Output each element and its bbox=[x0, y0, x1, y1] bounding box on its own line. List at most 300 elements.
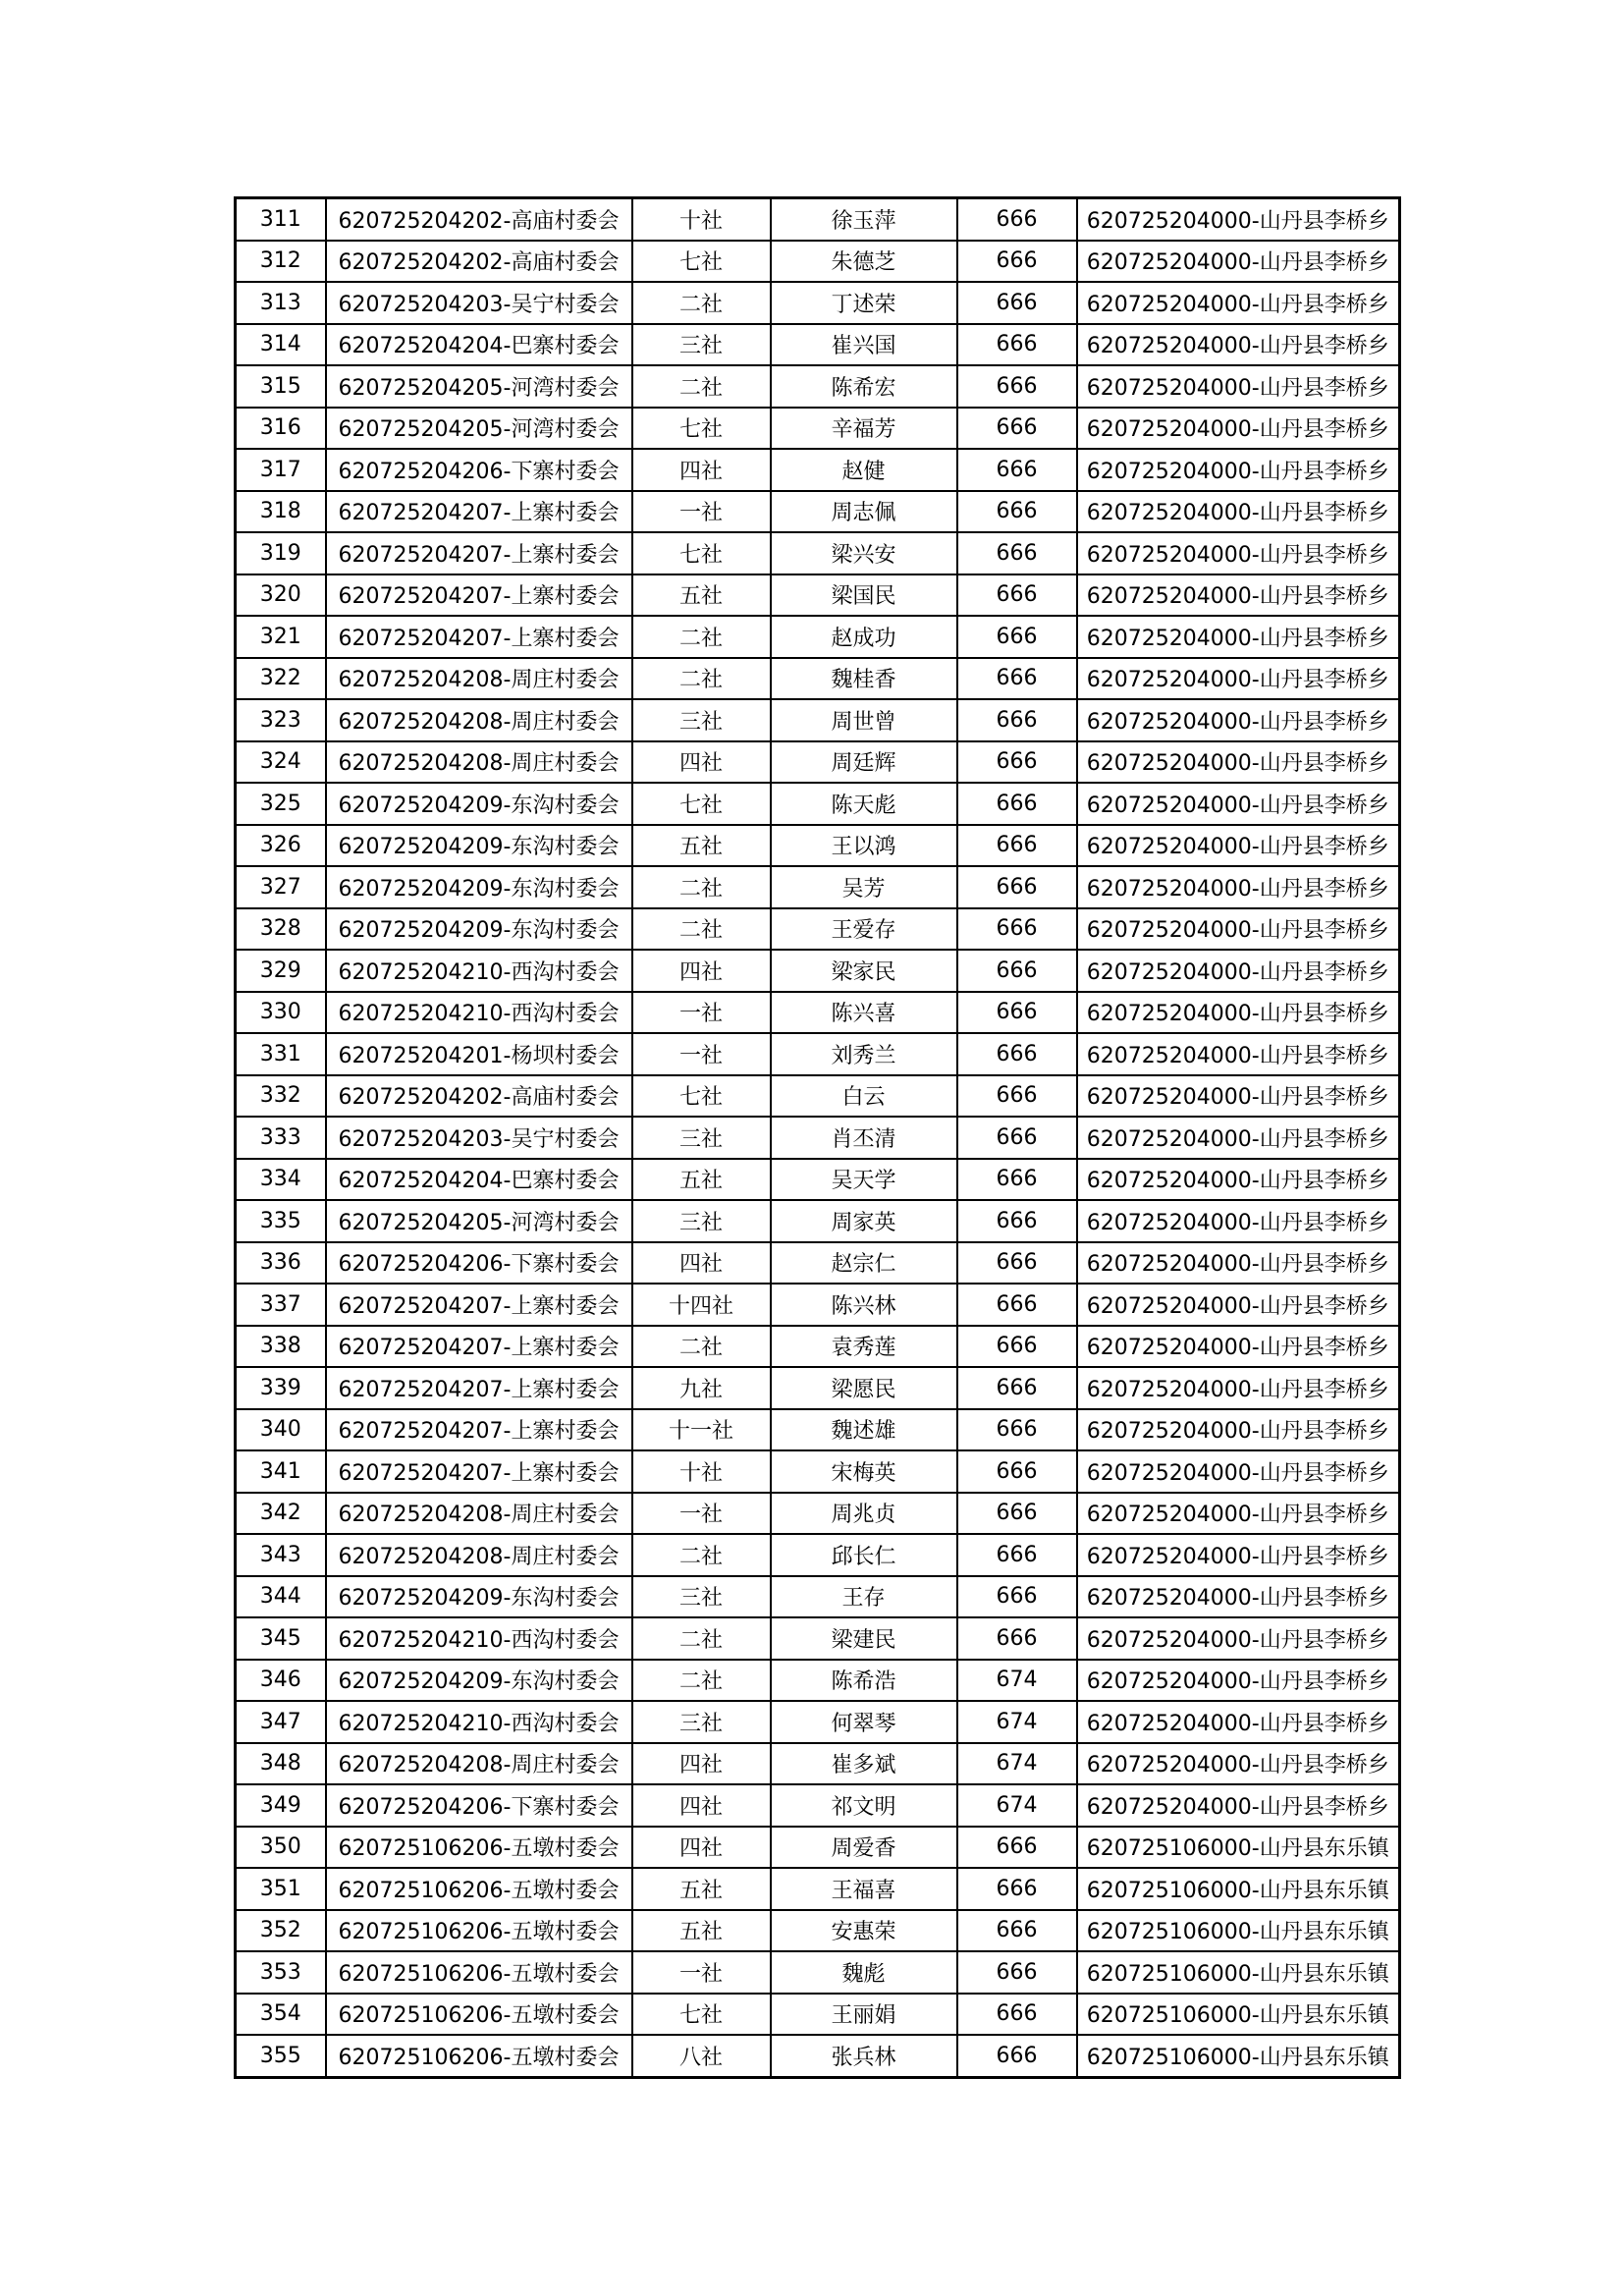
name-cell: 赵宗仁 bbox=[771, 1242, 957, 1285]
row-number-cell: 343 bbox=[236, 1534, 326, 1576]
name-cell: 陈希宏 bbox=[771, 365, 957, 408]
village-committee-cell: 620725204209-东沟村委会 bbox=[326, 908, 632, 951]
row-number-cell: 326 bbox=[236, 825, 326, 867]
village-committee-cell: 620725204203-吴宁村委会 bbox=[326, 1117, 632, 1159]
name-cell: 崔多斌 bbox=[771, 1743, 957, 1785]
amount-cell: 666 bbox=[957, 825, 1077, 867]
name-cell: 陈兴喜 bbox=[771, 992, 957, 1034]
amount-cell: 674 bbox=[957, 1743, 1077, 1785]
village-committee-cell: 620725204210-西沟村委会 bbox=[326, 1617, 632, 1660]
table-row bbox=[236, 658, 1400, 700]
township-cell: 620725106000-山丹县东乐镇 bbox=[1077, 1910, 1400, 1952]
township-cell: 620725204000-山丹县李桥乡 bbox=[1077, 741, 1400, 784]
table-row bbox=[236, 1784, 1400, 1827]
township-cell: 620725204000-山丹县李桥乡 bbox=[1077, 1450, 1400, 1493]
group-cell: 一社 bbox=[632, 1951, 771, 1994]
name-cell: 梁家民 bbox=[771, 950, 957, 992]
name-cell: 袁秀莲 bbox=[771, 1326, 957, 1368]
name-cell: 周志佩 bbox=[771, 491, 957, 533]
amount-cell: 666 bbox=[957, 908, 1077, 951]
group-cell: 三社 bbox=[632, 1701, 771, 1743]
name-cell: 朱德芝 bbox=[771, 241, 957, 283]
row-number-cell: 322 bbox=[236, 658, 326, 700]
village-committee-cell: 620725204209-东沟村委会 bbox=[326, 866, 632, 908]
group-cell: 二社 bbox=[632, 1617, 771, 1660]
amount-cell: 666 bbox=[957, 1534, 1077, 1576]
row-number-cell: 337 bbox=[236, 1284, 326, 1326]
group-cell: 四社 bbox=[632, 1242, 771, 1285]
amount-cell: 674 bbox=[957, 1660, 1077, 1702]
table-row bbox=[236, 1910, 1400, 1952]
township-cell: 620725204000-山丹县李桥乡 bbox=[1077, 532, 1400, 574]
amount-cell: 666 bbox=[957, 1075, 1077, 1118]
table-row bbox=[236, 1033, 1400, 1075]
row-number-cell: 331 bbox=[236, 1033, 326, 1075]
name-cell: 王以鸿 bbox=[771, 825, 957, 867]
amount-cell: 666 bbox=[957, 1159, 1077, 1201]
township-cell: 620725204000-山丹县李桥乡 bbox=[1077, 1409, 1400, 1451]
group-cell: 一社 bbox=[632, 491, 771, 533]
township-cell: 620725204000-山丹县李桥乡 bbox=[1077, 1576, 1400, 1618]
township-cell: 620725204000-山丹县李桥乡 bbox=[1077, 449, 1400, 491]
township-cell: 620725204000-山丹县李桥乡 bbox=[1077, 1701, 1400, 1743]
group-cell: 四社 bbox=[632, 1743, 771, 1785]
name-cell: 崔兴国 bbox=[771, 324, 957, 366]
group-cell: 十社 bbox=[632, 198, 771, 241]
village-committee-cell: 620725204202-高庙村委会 bbox=[326, 241, 632, 283]
village-committee-cell: 620725204204-巴寨村委会 bbox=[326, 1159, 632, 1201]
table-row bbox=[236, 324, 1400, 366]
name-cell: 陈天彪 bbox=[771, 783, 957, 825]
table-row bbox=[236, 449, 1400, 491]
name-cell: 宋梅英 bbox=[771, 1450, 957, 1493]
village-committee-cell: 620725204208-周庄村委会 bbox=[326, 658, 632, 700]
row-number-cell: 319 bbox=[236, 532, 326, 574]
village-committee-cell: 620725106206-五墩村委会 bbox=[326, 2035, 632, 2077]
township-cell: 620725204000-山丹县李桥乡 bbox=[1077, 616, 1400, 658]
township-cell: 620725204000-山丹县李桥乡 bbox=[1077, 1326, 1400, 1368]
amount-cell: 666 bbox=[957, 408, 1077, 450]
table-row bbox=[236, 825, 1400, 867]
village-committee-cell: 620725204210-西沟村委会 bbox=[326, 992, 632, 1034]
name-cell: 周世曾 bbox=[771, 699, 957, 741]
table-row bbox=[236, 365, 1400, 408]
village-committee-cell: 620725204206-下寨村委会 bbox=[326, 1784, 632, 1827]
table-row bbox=[236, 282, 1400, 324]
village-committee-cell: 620725204207-上寨村委会 bbox=[326, 532, 632, 574]
township-cell: 620725204000-山丹县李桥乡 bbox=[1077, 1284, 1400, 1326]
name-cell: 周兆贞 bbox=[771, 1493, 957, 1535]
group-cell: 十一社 bbox=[632, 1409, 771, 1451]
village-committee-cell: 620725204205-河湾村委会 bbox=[326, 365, 632, 408]
village-committee-cell: 620725204201-杨坝村委会 bbox=[326, 1033, 632, 1075]
amount-cell: 666 bbox=[957, 1200, 1077, 1242]
township-cell: 620725204000-山丹县李桥乡 bbox=[1077, 1660, 1400, 1702]
table-row bbox=[236, 408, 1400, 450]
township-cell: 620725204000-山丹县李桥乡 bbox=[1077, 1242, 1400, 1285]
township-cell: 620725204000-山丹县李桥乡 bbox=[1077, 908, 1400, 951]
village-committee-cell: 620725204202-高庙村委会 bbox=[326, 198, 632, 241]
name-cell: 陈希浩 bbox=[771, 1660, 957, 1702]
township-cell: 620725204000-山丹县李桥乡 bbox=[1077, 1493, 1400, 1535]
township-cell: 620725204000-山丹县李桥乡 bbox=[1077, 1617, 1400, 1660]
row-number-cell: 341 bbox=[236, 1450, 326, 1493]
amount-cell: 666 bbox=[957, 783, 1077, 825]
township-cell: 620725204000-山丹县李桥乡 bbox=[1077, 658, 1400, 700]
group-cell: 七社 bbox=[632, 241, 771, 283]
amount-cell: 666 bbox=[957, 658, 1077, 700]
name-cell: 徐玉萍 bbox=[771, 198, 957, 241]
group-cell: 七社 bbox=[632, 408, 771, 450]
group-cell: 五社 bbox=[632, 574, 771, 617]
table-row bbox=[236, 1617, 1400, 1660]
village-committee-cell: 620725204206-下寨村委会 bbox=[326, 449, 632, 491]
group-cell: 三社 bbox=[632, 1117, 771, 1159]
name-cell: 何翠琴 bbox=[771, 1701, 957, 1743]
township-cell: 620725204000-山丹县李桥乡 bbox=[1077, 866, 1400, 908]
row-number-cell: 345 bbox=[236, 1617, 326, 1660]
village-committee-cell: 620725204203-吴宁村委会 bbox=[326, 282, 632, 324]
table-row bbox=[236, 1242, 1400, 1285]
name-cell: 辛福芳 bbox=[771, 408, 957, 450]
table-row bbox=[236, 1200, 1400, 1242]
township-cell: 620725204000-山丹县李桥乡 bbox=[1077, 1033, 1400, 1075]
name-cell: 王爱存 bbox=[771, 908, 957, 951]
township-cell: 620725204000-山丹县李桥乡 bbox=[1077, 1367, 1400, 1409]
group-cell: 二社 bbox=[632, 908, 771, 951]
amount-cell: 666 bbox=[957, 1284, 1077, 1326]
group-cell: 七社 bbox=[632, 1994, 771, 2036]
group-cell: 九社 bbox=[632, 1367, 771, 1409]
name-cell: 魏彪 bbox=[771, 1951, 957, 1994]
group-cell: 五社 bbox=[632, 1910, 771, 1952]
amount-cell: 666 bbox=[957, 491, 1077, 533]
row-number-cell: 332 bbox=[236, 1075, 326, 1118]
row-number-cell: 327 bbox=[236, 866, 326, 908]
row-number-cell: 318 bbox=[236, 491, 326, 533]
row-number-cell: 351 bbox=[236, 1868, 326, 1910]
table-row bbox=[236, 616, 1400, 658]
amount-cell: 666 bbox=[957, 616, 1077, 658]
group-cell: 十社 bbox=[632, 1450, 771, 1493]
village-committee-cell: 620725204205-河湾村委会 bbox=[326, 1200, 632, 1242]
township-cell: 620725204000-山丹县李桥乡 bbox=[1077, 574, 1400, 617]
village-committee-cell: 620725204207-上寨村委会 bbox=[326, 1367, 632, 1409]
amount-cell: 666 bbox=[957, 1576, 1077, 1618]
amount-cell: 674 bbox=[957, 1701, 1077, 1743]
name-cell: 魏述雄 bbox=[771, 1409, 957, 1451]
amount-cell: 666 bbox=[957, 1450, 1077, 1493]
group-cell: 二社 bbox=[632, 866, 771, 908]
table-row bbox=[236, 1075, 1400, 1118]
row-number-cell: 316 bbox=[236, 408, 326, 450]
row-number-cell: 330 bbox=[236, 992, 326, 1034]
amount-cell: 666 bbox=[957, 324, 1077, 366]
group-cell: 二社 bbox=[632, 1534, 771, 1576]
township-cell: 620725204000-山丹县李桥乡 bbox=[1077, 1784, 1400, 1827]
name-cell: 祁文明 bbox=[771, 1784, 957, 1827]
row-number-cell: 354 bbox=[236, 1994, 326, 2036]
name-cell: 王丽娟 bbox=[771, 1994, 957, 2036]
row-number-cell: 312 bbox=[236, 241, 326, 283]
village-committee-cell: 620725204210-西沟村委会 bbox=[326, 1701, 632, 1743]
table-row bbox=[236, 491, 1400, 533]
amount-cell: 666 bbox=[957, 992, 1077, 1034]
group-cell: 七社 bbox=[632, 1075, 771, 1118]
amount-cell: 666 bbox=[957, 1493, 1077, 1535]
table-row bbox=[236, 1326, 1400, 1368]
township-cell: 620725106000-山丹县东乐镇 bbox=[1077, 1951, 1400, 1994]
amount-cell: 666 bbox=[957, 1617, 1077, 1660]
village-committee-cell: 620725204207-上寨村委会 bbox=[326, 1284, 632, 1326]
amount-cell: 666 bbox=[957, 950, 1077, 992]
amount-cell: 666 bbox=[957, 866, 1077, 908]
name-cell: 周家英 bbox=[771, 1200, 957, 1242]
amount-cell: 666 bbox=[957, 532, 1077, 574]
name-cell: 周廷辉 bbox=[771, 741, 957, 784]
township-cell: 620725204000-山丹县李桥乡 bbox=[1077, 1534, 1400, 1576]
row-number-cell: 313 bbox=[236, 282, 326, 324]
table-row bbox=[236, 241, 1400, 283]
amount-cell: 666 bbox=[957, 365, 1077, 408]
row-number-cell: 348 bbox=[236, 1743, 326, 1785]
table-row bbox=[236, 2035, 1400, 2077]
group-cell: 四社 bbox=[632, 950, 771, 992]
group-cell: 三社 bbox=[632, 324, 771, 366]
township-cell: 620725204000-山丹县李桥乡 bbox=[1077, 1743, 1400, 1785]
group-cell: 二社 bbox=[632, 365, 771, 408]
row-number-cell: 320 bbox=[236, 574, 326, 617]
village-committee-cell: 620725106206-五墩村委会 bbox=[326, 1910, 632, 1952]
village-committee-cell: 620725204207-上寨村委会 bbox=[326, 491, 632, 533]
table-row bbox=[236, 1534, 1400, 1576]
township-cell: 620725106000-山丹县东乐镇 bbox=[1077, 1994, 1400, 2036]
amount-cell: 666 bbox=[957, 1994, 1077, 2036]
row-number-cell: 335 bbox=[236, 1200, 326, 1242]
group-cell: 二社 bbox=[632, 282, 771, 324]
group-cell: 一社 bbox=[632, 1493, 771, 1535]
row-number-cell: 333 bbox=[236, 1117, 326, 1159]
amount-cell: 666 bbox=[957, 241, 1077, 283]
row-number-cell: 311 bbox=[236, 198, 326, 241]
row-number-cell: 314 bbox=[236, 324, 326, 366]
table-row bbox=[236, 866, 1400, 908]
row-number-cell: 336 bbox=[236, 1242, 326, 1285]
row-number-cell: 347 bbox=[236, 1701, 326, 1743]
name-cell: 王存 bbox=[771, 1576, 957, 1618]
village-committee-cell: 620725204204-巴寨村委会 bbox=[326, 324, 632, 366]
name-cell: 梁兴安 bbox=[771, 532, 957, 574]
group-cell: 三社 bbox=[632, 699, 771, 741]
township-cell: 620725204000-山丹县李桥乡 bbox=[1077, 783, 1400, 825]
amount-cell: 666 bbox=[957, 741, 1077, 784]
group-cell: 二社 bbox=[632, 658, 771, 700]
group-cell: 七社 bbox=[632, 783, 771, 825]
name-cell: 白云 bbox=[771, 1075, 957, 1118]
group-cell: 五社 bbox=[632, 1868, 771, 1910]
amount-cell: 666 bbox=[957, 1910, 1077, 1952]
group-cell: 一社 bbox=[632, 992, 771, 1034]
group-cell: 二社 bbox=[632, 1660, 771, 1702]
village-committee-cell: 620725106206-五墩村委会 bbox=[326, 1994, 632, 2036]
row-number-cell: 339 bbox=[236, 1367, 326, 1409]
name-cell: 梁建民 bbox=[771, 1617, 957, 1660]
table-row bbox=[236, 1367, 1400, 1409]
village-committee-cell: 620725204206-下寨村委会 bbox=[326, 1242, 632, 1285]
village-committee-cell: 620725204209-东沟村委会 bbox=[326, 1576, 632, 1618]
row-number-cell: 321 bbox=[236, 616, 326, 658]
township-cell: 620725204000-山丹县李桥乡 bbox=[1077, 1200, 1400, 1242]
name-cell: 王福喜 bbox=[771, 1868, 957, 1910]
village-committee-cell: 620725204207-上寨村委会 bbox=[326, 616, 632, 658]
row-number-cell: 355 bbox=[236, 2035, 326, 2077]
amount-cell: 666 bbox=[957, 282, 1077, 324]
village-committee-cell: 620725204202-高庙村委会 bbox=[326, 1075, 632, 1118]
amount-cell: 666 bbox=[957, 1367, 1077, 1409]
village-committee-cell: 620725204208-周庄村委会 bbox=[326, 1534, 632, 1576]
name-cell: 陈兴林 bbox=[771, 1284, 957, 1326]
name-cell: 吴芳 bbox=[771, 866, 957, 908]
township-cell: 620725204000-山丹县李桥乡 bbox=[1077, 198, 1400, 241]
row-number-cell: 334 bbox=[236, 1159, 326, 1201]
name-cell: 赵健 bbox=[771, 449, 957, 491]
table-row bbox=[236, 532, 1400, 574]
township-cell: 620725204000-山丹县李桥乡 bbox=[1077, 324, 1400, 366]
township-cell: 620725204000-山丹县李桥乡 bbox=[1077, 241, 1400, 283]
table-row bbox=[236, 1284, 1400, 1326]
name-cell: 周爱香 bbox=[771, 1827, 957, 1869]
township-cell: 620725204000-山丹县李桥乡 bbox=[1077, 825, 1400, 867]
table-row bbox=[236, 1743, 1400, 1785]
row-number-cell: 346 bbox=[236, 1660, 326, 1702]
table-row bbox=[236, 1701, 1400, 1743]
row-number-cell: 340 bbox=[236, 1409, 326, 1451]
name-cell: 刘秀兰 bbox=[771, 1033, 957, 1075]
row-number-cell: 325 bbox=[236, 783, 326, 825]
row-number-cell: 329 bbox=[236, 950, 326, 992]
village-committee-cell: 620725204207-上寨村委会 bbox=[326, 574, 632, 617]
village-committee-cell: 620725204209-东沟村委会 bbox=[326, 1660, 632, 1702]
row-number-cell: 338 bbox=[236, 1326, 326, 1368]
village-committee-cell: 620725204208-周庄村委会 bbox=[326, 1743, 632, 1785]
group-cell: 四社 bbox=[632, 741, 771, 784]
amount-cell: 666 bbox=[957, 1242, 1077, 1285]
table-row bbox=[236, 574, 1400, 617]
roster-table-body bbox=[236, 198, 1400, 2078]
township-cell: 620725204000-山丹县李桥乡 bbox=[1077, 699, 1400, 741]
village-committee-cell: 620725204208-周庄村委会 bbox=[326, 741, 632, 784]
township-cell: 620725204000-山丹县李桥乡 bbox=[1077, 950, 1400, 992]
group-cell: 四社 bbox=[632, 1784, 771, 1827]
amount-cell: 666 bbox=[957, 1409, 1077, 1451]
amount-cell: 666 bbox=[957, 2035, 1077, 2077]
row-number-cell: 324 bbox=[236, 741, 326, 784]
table-row bbox=[236, 950, 1400, 992]
name-cell: 梁愿民 bbox=[771, 1367, 957, 1409]
amount-cell: 666 bbox=[957, 699, 1077, 741]
village-committee-cell: 620725204209-东沟村委会 bbox=[326, 783, 632, 825]
table-row bbox=[236, 1117, 1400, 1159]
amount-cell: 666 bbox=[957, 449, 1077, 491]
amount-cell: 666 bbox=[957, 1117, 1077, 1159]
amount-cell: 666 bbox=[957, 1868, 1077, 1910]
township-cell: 620725106000-山丹县东乐镇 bbox=[1077, 2035, 1400, 2077]
amount-cell: 666 bbox=[957, 1951, 1077, 1994]
township-cell: 620725204000-山丹县李桥乡 bbox=[1077, 365, 1400, 408]
group-cell: 八社 bbox=[632, 2035, 771, 2077]
township-cell: 620725204000-山丹县李桥乡 bbox=[1077, 282, 1400, 324]
township-cell: 620725106000-山丹县东乐镇 bbox=[1077, 1827, 1400, 1869]
township-cell: 620725204000-山丹县李桥乡 bbox=[1077, 491, 1400, 533]
village-committee-cell: 620725204205-河湾村委会 bbox=[326, 408, 632, 450]
table-row bbox=[236, 908, 1400, 951]
name-cell: 邱长仁 bbox=[771, 1534, 957, 1576]
row-number-cell: 323 bbox=[236, 699, 326, 741]
township-cell: 620725106000-山丹县东乐镇 bbox=[1077, 1868, 1400, 1910]
village-committee-cell: 620725204208-周庄村委会 bbox=[326, 699, 632, 741]
table-row bbox=[236, 1994, 1400, 2036]
township-cell: 620725204000-山丹县李桥乡 bbox=[1077, 1075, 1400, 1118]
group-cell: 三社 bbox=[632, 1200, 771, 1242]
name-cell: 张兵林 bbox=[771, 2035, 957, 2077]
village-committee-cell: 620725204207-上寨村委会 bbox=[326, 1326, 632, 1368]
table-row bbox=[236, 1827, 1400, 1869]
table-row bbox=[236, 992, 1400, 1034]
table-row bbox=[236, 1660, 1400, 1702]
row-number-cell: 350 bbox=[236, 1827, 326, 1869]
group-cell: 三社 bbox=[632, 1576, 771, 1618]
village-committee-cell: 620725204207-上寨村委会 bbox=[326, 1409, 632, 1451]
name-cell: 吴天学 bbox=[771, 1159, 957, 1201]
table-row bbox=[236, 1159, 1400, 1201]
row-number-cell: 353 bbox=[236, 1951, 326, 1994]
roster-table bbox=[234, 196, 1401, 2079]
row-number-cell: 349 bbox=[236, 1784, 326, 1827]
amount-cell: 674 bbox=[957, 1784, 1077, 1827]
group-cell: 五社 bbox=[632, 1159, 771, 1201]
row-number-cell: 352 bbox=[236, 1910, 326, 1952]
table-row bbox=[236, 1493, 1400, 1535]
row-number-cell: 317 bbox=[236, 449, 326, 491]
table-row bbox=[236, 1868, 1400, 1910]
name-cell: 肖丕清 bbox=[771, 1117, 957, 1159]
township-cell: 620725204000-山丹县李桥乡 bbox=[1077, 1117, 1400, 1159]
amount-cell: 666 bbox=[957, 574, 1077, 617]
table-row bbox=[236, 1576, 1400, 1618]
village-committee-cell: 620725204209-东沟村委会 bbox=[326, 825, 632, 867]
name-cell: 梁国民 bbox=[771, 574, 957, 617]
table-row bbox=[236, 741, 1400, 784]
row-number-cell: 342 bbox=[236, 1493, 326, 1535]
name-cell: 安惠荣 bbox=[771, 1910, 957, 1952]
row-number-cell: 315 bbox=[236, 365, 326, 408]
group-cell: 十四社 bbox=[632, 1284, 771, 1326]
row-number-cell: 328 bbox=[236, 908, 326, 951]
group-cell: 二社 bbox=[632, 1326, 771, 1368]
group-cell: 一社 bbox=[632, 1033, 771, 1075]
table-row bbox=[236, 198, 1400, 241]
village-committee-cell: 620725106206-五墩村委会 bbox=[326, 1827, 632, 1869]
group-cell: 五社 bbox=[632, 825, 771, 867]
township-cell: 620725204000-山丹县李桥乡 bbox=[1077, 1159, 1400, 1201]
table-row bbox=[236, 1951, 1400, 1994]
township-cell: 620725204000-山丹县李桥乡 bbox=[1077, 992, 1400, 1034]
group-cell: 七社 bbox=[632, 532, 771, 574]
village-committee-cell: 620725106206-五墩村委会 bbox=[326, 1868, 632, 1910]
village-committee-cell: 620725106206-五墩村委会 bbox=[326, 1951, 632, 1994]
name-cell: 赵成功 bbox=[771, 616, 957, 658]
amount-cell: 666 bbox=[957, 1326, 1077, 1368]
